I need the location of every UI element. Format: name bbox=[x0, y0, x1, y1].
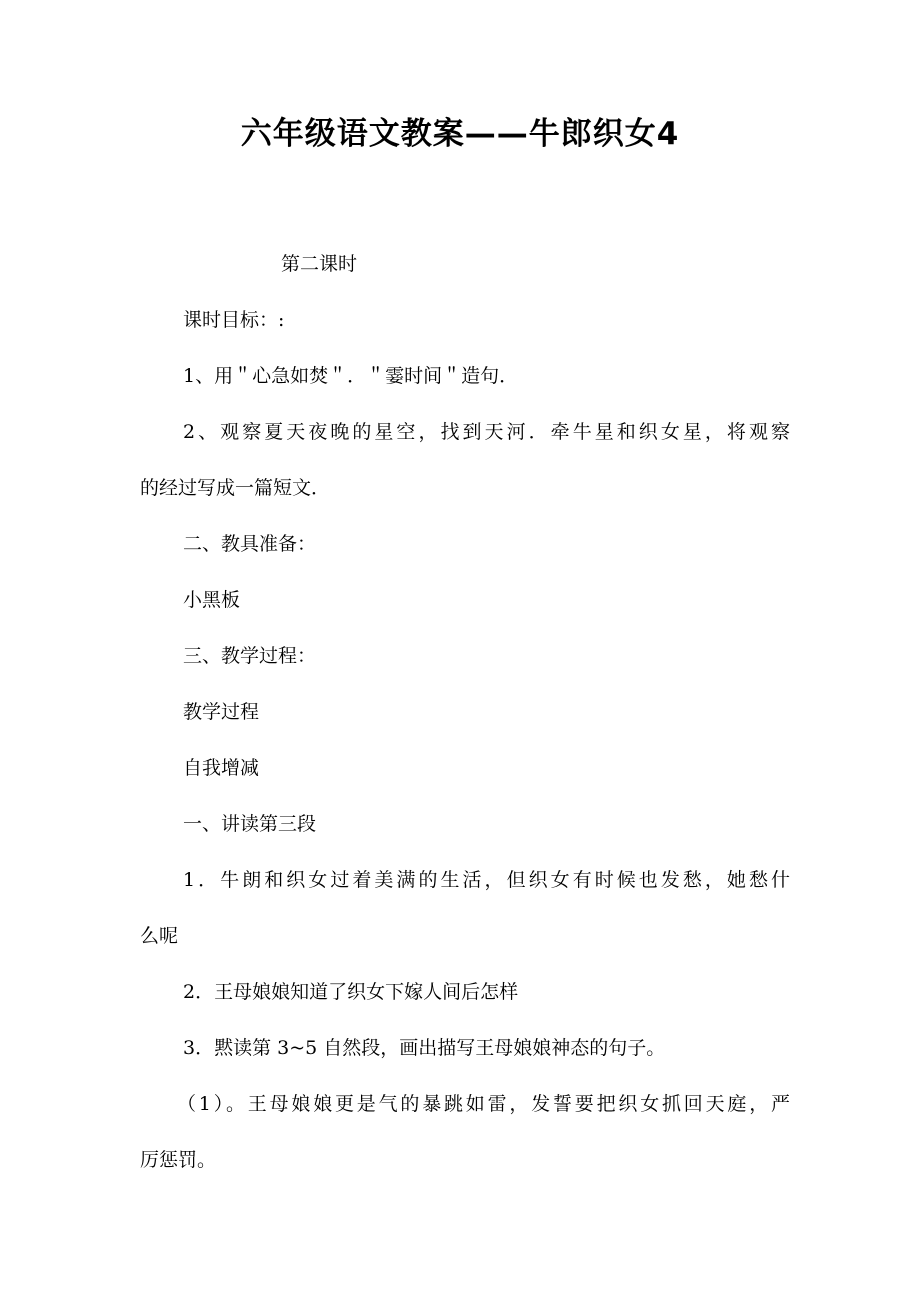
goal-item-2-line-2: 的经过写成一篇短文． bbox=[140, 477, 331, 499]
teaching-aids-item: 小黑板 bbox=[183, 589, 241, 611]
self-adjust-label: 自我增减 bbox=[183, 757, 260, 779]
sub-item-1-line-1: （1）。王母娘娘更是气的暴跳如雷，发誓要把织女抓回天庭，严 bbox=[177, 1093, 790, 1115]
goal-item-1: 1、用＂心急如焚＂．＂霎时间＂造句． bbox=[183, 365, 519, 387]
teaching-process-heading: 三、教学过程： bbox=[183, 645, 317, 667]
goal-item-2-line-1: 2、观察夏天夜晚的星空，找到天河．牵牛星和织女星，将观察 bbox=[183, 421, 790, 443]
sub-item-1-line-2: 厉惩罚。 bbox=[140, 1149, 217, 1171]
question-3: 3．黙读第 3~5 自然段，画出描写王母娘娘神态的句子。 bbox=[183, 1037, 666, 1059]
document-title: 六年级语文教案——牛郎织女4 bbox=[240, 116, 680, 152]
question-1-line-2: 么呢 bbox=[140, 925, 179, 947]
question-1-line-1: 1．牛朗和织女过着美满的生活，但织女有时候也发愁，她愁什 bbox=[183, 869, 790, 891]
teaching-aids-heading: 二、教具准备： bbox=[183, 533, 317, 555]
question-2: 2．王母娘娘知道了织女下嫁人间后怎样 bbox=[183, 981, 519, 1003]
teaching-process-label: 教学过程 bbox=[183, 701, 260, 723]
lesson-period: 第二课时 bbox=[281, 253, 358, 275]
section-one-heading: 一、讲读第三段 bbox=[183, 813, 317, 835]
lesson-goals-heading: 课时目标：: bbox=[183, 309, 285, 331]
